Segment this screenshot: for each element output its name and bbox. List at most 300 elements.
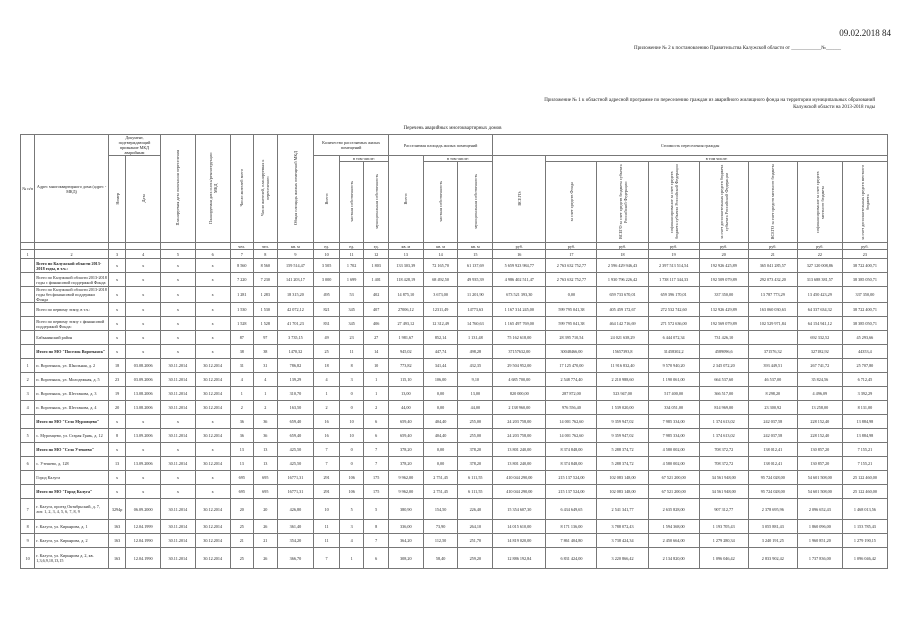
table-cell: 11 916 832,40 <box>597 359 648 373</box>
table-cell: 366 517,00 <box>699 387 748 401</box>
table-cell: 1 279 190,15 <box>842 534 887 548</box>
table-cell: 30.12.2014 <box>195 401 230 415</box>
table-cell: 1 860 096,00 <box>797 520 842 534</box>
col-rooms-group: Количество расселяемых жилых помещений <box>314 135 389 156</box>
table-cell: 6 111,55 <box>458 471 493 485</box>
table-cell: 25 707,80 <box>842 359 887 373</box>
table-cell: 23 <box>842 250 887 259</box>
table-cell: x <box>108 471 125 485</box>
table-cell: чел. <box>230 243 254 250</box>
table-cell: 95 724 028,00 <box>748 485 797 499</box>
table-cell: чел. <box>254 243 278 250</box>
houses-table <box>20 134 888 569</box>
table-cell: 21 <box>230 534 254 548</box>
table-cell: 67 521 200,00 <box>648 485 699 499</box>
table-cell: 1 153 785,43 <box>842 520 887 534</box>
table-cell: 366,70 <box>277 548 314 569</box>
table-cell: 159 514,47 <box>277 259 314 273</box>
table-cell: 192 509 079,89 <box>699 273 748 287</box>
table-cell: с. Муромцево, ул. Старая Грязь, д. 12 <box>35 429 109 443</box>
table-cell: 3 <box>339 373 364 387</box>
table-cell: 6 <box>364 429 389 443</box>
table-cell: 13 <box>108 457 125 471</box>
table-row <box>21 548 888 569</box>
table-cell: г. Калуга, ул. Кирьярова, д. 2 <box>35 534 109 548</box>
table-cell: 1 528 <box>230 317 254 331</box>
table-cell: Всего по Калужской области 2013-2018 годы, в т.ч.: <box>35 259 109 273</box>
table-cell: 3 <box>108 250 125 259</box>
table-cell: 498,28 <box>458 345 493 359</box>
table-cell: 2 751,45 <box>423 485 458 499</box>
table-row <box>21 273 888 287</box>
table-cell: 15657393,8 <box>597 345 648 359</box>
col-planned-relocation: Планируемая дата окончания переселения <box>161 135 196 243</box>
table-cell: 2 833 902,42 <box>748 548 797 569</box>
table-cell: 25 <box>230 548 254 569</box>
table-cell: 8 374 848,00 <box>546 457 597 471</box>
table-cell: 1470,32 <box>277 345 314 359</box>
table-cell: 695 <box>230 471 254 485</box>
table-cell: 464 142 716,69 <box>597 317 648 331</box>
table-cell: 432,35 <box>458 359 493 373</box>
table-cell: 18 <box>597 250 648 259</box>
table-cell: 87 <box>230 331 254 345</box>
table-cell: 731 426,10 <box>699 331 748 345</box>
table-cell: 407 <box>364 303 389 317</box>
table-cell: 44,00 <box>388 401 423 415</box>
table-cell: 786,82 <box>277 359 314 373</box>
table-cell: 2 <box>254 401 278 415</box>
table-cell: 12.04.1999 <box>126 520 161 534</box>
table-cell: 13 <box>388 250 423 259</box>
table-cell: 313 688 381,57 <box>797 273 842 287</box>
table-cell <box>21 303 35 317</box>
table-cell: 327 120 008,86 <box>797 259 842 273</box>
table-cell: 13 258,00 <box>797 401 842 415</box>
table-cell: 4 685 700,00 <box>493 373 546 387</box>
table-cell: 38 722 400,71 <box>842 259 887 273</box>
table-cell: 1 374 613,02 <box>699 429 748 443</box>
col-fund: за счет средств Фонда <box>546 162 597 243</box>
table-cell: 8 <box>21 520 35 534</box>
table-cell: 31 <box>230 359 254 373</box>
table-cell: x <box>108 317 125 331</box>
table-cell <box>21 471 35 485</box>
table-cell <box>126 243 161 250</box>
table-cell: 1 401 <box>364 273 389 287</box>
table-cell: ед. <box>339 243 364 250</box>
table-cell: 163 <box>108 548 125 569</box>
table-cell: 64 154 941,12 <box>797 317 842 331</box>
table-cell: 44353,4 <box>842 345 887 359</box>
table-cell: 163 <box>108 534 125 548</box>
table-cell: 6 <box>21 457 35 471</box>
table-cell: 175 <box>364 471 389 485</box>
table-cell: 821 <box>314 303 340 317</box>
table-cell: x <box>161 259 196 273</box>
table-cell: 17 <box>546 250 597 259</box>
table-cell: 192 569 079,89 <box>699 317 748 331</box>
table-cell: ед. <box>314 243 340 250</box>
table-cell: 11 <box>339 250 364 259</box>
table-cell: x <box>195 331 230 345</box>
table-cell: 11 201,90 <box>458 287 493 303</box>
table-cell: 30.12.2014 <box>195 373 230 387</box>
table-cell: 2 <box>314 401 340 415</box>
table-cell: 425,50 <box>277 457 314 471</box>
col-area-group: Расселяемая площадь жилых помещений <box>388 135 492 156</box>
table-cell <box>161 243 196 250</box>
table-cell: Всего по первому этапу с финансовой поддержкой Фонда: <box>35 317 109 331</box>
table-cell: 3 738 424,34 <box>597 534 648 548</box>
table-cell: 5 288 374,72 <box>597 457 648 471</box>
units-row <box>21 243 888 250</box>
col-doc-group: Документ, подтверждающий признание МКД аварийным <box>108 135 160 156</box>
table-cell: 154,50 <box>423 499 458 520</box>
table-cell: 1 190 061,00 <box>648 373 699 387</box>
table-cell: 820 000,00 <box>493 387 546 401</box>
table-cell: x <box>161 443 196 457</box>
table-cell: 9 570 940,20 <box>648 359 699 373</box>
table-cell: 405 459 172,67 <box>597 303 648 317</box>
table-row <box>21 345 888 359</box>
table-cell: x <box>161 303 196 317</box>
table-cell: 7 861 404,80 <box>546 534 597 548</box>
table-cell: 2 138 960,00 <box>493 401 546 415</box>
table-cell: 1 096 046,42 <box>842 548 887 569</box>
table-cell: 30.11.2014 <box>161 499 196 520</box>
table-cell: 133 303,39 <box>388 259 423 273</box>
table-cell: x <box>161 415 196 429</box>
table-cell: 8 298,20 <box>748 387 797 401</box>
table-cell: 9 962,00 <box>388 485 423 499</box>
table-cell: 2 450 664,00 <box>648 534 699 548</box>
table-cell: 447,74 <box>423 345 458 359</box>
table-cell: 2 548 774,40 <box>546 373 597 387</box>
table-cell: руб. <box>546 243 597 250</box>
table-cell: 30.12.2014 <box>195 457 230 471</box>
table-cell: 7 <box>314 443 340 457</box>
table-cell: 410 044 290,00 <box>493 485 546 499</box>
table-cell: Город Калуга <box>35 471 109 485</box>
table-cell: 337 350,00 <box>699 287 748 303</box>
table-cell: 12 312,49 <box>423 317 458 331</box>
table-cell: 97 <box>254 331 278 345</box>
table-cell: 8 171 136,00 <box>546 520 597 534</box>
table-cell: 10 <box>314 250 340 259</box>
table-cell: 1 131,48 <box>458 331 493 345</box>
table-cell: 14 015 610,00 <box>493 520 546 534</box>
table-row <box>21 429 888 443</box>
table-cell: 773,82 <box>388 359 423 373</box>
table-cell <box>21 443 35 457</box>
table-cell: 380,90 <box>388 499 423 520</box>
table-cell: 30.12.2014 <box>195 429 230 443</box>
table-cell: 30.12.2014 <box>195 359 230 373</box>
table-cell <box>21 243 35 250</box>
table-cell: 2 096 652,43 <box>797 499 842 520</box>
table-cell: 10 <box>364 359 389 373</box>
table-cell: 29 504 952,00 <box>493 359 546 373</box>
table-cell: 13 787 773,29 <box>748 287 797 303</box>
table-cell: руб. <box>597 243 648 250</box>
table-cell: 36 <box>230 415 254 429</box>
table-cell: 15 354 607,30 <box>493 499 546 520</box>
table-cell: 25 122 460,00 <box>842 485 887 499</box>
table-cell: 13 <box>230 443 254 457</box>
table-cell: 659,40 <box>388 429 423 443</box>
table-cell <box>21 273 35 287</box>
table-cell: 10 <box>21 548 35 569</box>
table-cell: 14 <box>364 345 389 359</box>
col-rooms-total: Всего: <box>314 156 340 243</box>
table-cell: 8 <box>254 250 278 259</box>
table-row <box>21 387 888 401</box>
table-cell: 7 <box>314 548 340 569</box>
table-cell: 4 580 002,00 <box>648 457 699 471</box>
table-cell: 402 <box>364 287 389 303</box>
table-cell: 138 012,41 <box>748 443 797 457</box>
table-cell: 68 492,50 <box>423 273 458 287</box>
table-cell: 30.11.2014 <box>161 429 196 443</box>
table-row <box>21 317 888 331</box>
table-cell: x <box>195 317 230 331</box>
table-cell: 30.12.2014 <box>195 499 230 520</box>
table-cell: 8 <box>108 429 125 443</box>
table-cell: 3 055 881,43 <box>748 520 797 534</box>
table-cell: x <box>195 345 230 359</box>
table-cell: 664 537,60 <box>699 373 748 387</box>
table-cell: 1 981,67 <box>388 331 423 345</box>
col-doc-number: Номер <box>108 156 125 243</box>
table-cell: 1 167 314 245,00 <box>493 303 546 317</box>
col-area-total: Всего: <box>388 156 423 243</box>
table-cell: 20 <box>108 401 125 415</box>
table-cell: 12 <box>364 250 389 259</box>
table-cell: 1 702 <box>339 259 364 273</box>
table-cell: 41 701,23 <box>277 317 314 331</box>
table-row <box>21 534 888 548</box>
table-cell: Итого по МО "Город Калуга" <box>35 485 109 499</box>
col-extra-mun: за счет дополнительных средств местного бюджета <box>842 162 887 243</box>
table-cell: 30.12.2014 <box>195 534 230 548</box>
document-date: 09.02.2018 84 <box>839 28 891 38</box>
table-row <box>21 303 888 317</box>
table-cell: 215 137 524,00 <box>546 471 597 485</box>
table-cell: 16 <box>493 250 546 259</box>
table-cell: x <box>126 345 161 359</box>
table-cell: 354,20 <box>277 534 314 548</box>
table-cell: 30.11.2014 <box>161 387 196 401</box>
table-cell: 251,70 <box>458 534 493 548</box>
table-cell: 7 230 <box>254 273 278 287</box>
table-cell: 06.09.2000 <box>126 499 161 520</box>
table-cell: 30.11.2014 <box>161 520 196 534</box>
table-cell: x <box>108 287 125 303</box>
table-cell: 255,00 <box>458 415 493 429</box>
table-cell: 4 <box>126 250 161 259</box>
table-cell: 5 288 374,72 <box>597 443 648 457</box>
table-cell: 1 374 613,02 <box>699 415 748 429</box>
table-row <box>21 499 888 520</box>
table-cell: 7 <box>314 457 340 471</box>
table-cell: 19 <box>108 387 125 401</box>
table-cell: 1 738 117 344,33 <box>648 273 699 287</box>
col-area-private: частная собственность <box>423 162 458 243</box>
table-row <box>21 287 888 303</box>
table-cell: 5 659 923 984,77 <box>493 259 546 273</box>
table-cell: 23 <box>108 373 125 387</box>
table-cell: Всего по первому этапу, в т.ч.: <box>35 303 109 317</box>
table-cell: 7 <box>230 250 254 259</box>
table-cell: 25 <box>314 345 340 359</box>
table-cell: 2 <box>21 373 35 387</box>
table-cell: 130 857,20 <box>797 457 842 471</box>
table-cell: 659,40 <box>277 429 314 443</box>
table-cell: 27006,12 <box>388 303 423 317</box>
table-cell: 13 <box>254 443 278 457</box>
table-cell: 1 096 046,42 <box>699 548 748 569</box>
table-cell: 3 673,00 <box>423 287 458 303</box>
table-cell: п. Воротынск, ул. Шестакова, д. 3 <box>35 387 109 401</box>
table-cell: 4 496,09 <box>797 387 842 401</box>
table-cell: 341,44 <box>423 359 458 373</box>
table-caption: Перечень аварийных многоквартирных домов <box>403 126 502 131</box>
table-cell: кв. м <box>277 243 314 250</box>
table-cell: 30.11.2014 <box>161 401 196 415</box>
table-cell: 4 <box>254 373 278 387</box>
table-cell: 4 986 402 511,47 <box>493 273 546 287</box>
table-cell: 102 529 971,84 <box>748 317 797 331</box>
table-cell: x <box>108 345 125 359</box>
appendix-1-note-line2: Калужской области на 2013-2018 годы <box>793 105 875 110</box>
table-cell: 24 203 758,00 <box>493 429 546 443</box>
table-cell: 31 <box>254 359 278 373</box>
table-cell: 2 763 632 752,77 <box>546 259 597 273</box>
table-cell: 327182,92 <box>797 345 842 359</box>
table-cell: 20 <box>230 499 254 520</box>
table-cell <box>21 345 35 359</box>
table-row <box>21 443 888 457</box>
table-cell: 46 537,00 <box>748 373 797 387</box>
table-cell: с. Утешево, д. 128 <box>35 457 109 471</box>
table-cell: 3 505 <box>314 259 340 273</box>
col-no: № п/п <box>21 135 35 243</box>
col-area-municipal: муниципальная собственность <box>458 162 493 243</box>
table-cell: 371576,32 <box>748 345 797 359</box>
table-cell: 945,02 <box>388 345 423 359</box>
table-row <box>21 457 888 471</box>
table-cell: x <box>126 415 161 429</box>
table-cell: 0 <box>339 401 364 415</box>
table-cell: 112,50 <box>423 534 458 548</box>
table-cell: 21 <box>254 534 278 548</box>
table-cell: 18 <box>108 359 125 373</box>
table-cell: 6 <box>195 250 230 259</box>
table-cell: 336,00 <box>388 520 423 534</box>
table-cell: 24 021 638,29 <box>597 331 648 345</box>
table-cell: 38 385 050,71 <box>842 273 887 287</box>
table-cell: 12311,49 <box>423 303 458 317</box>
table-cell: 37157632,00 <box>493 345 546 359</box>
table-cell: руб. <box>648 243 699 250</box>
table-cell: 14 819 020,00 <box>493 534 546 548</box>
table-cell: 30.11.2014 <box>161 457 196 471</box>
table-cell: 242 037,58 <box>748 415 797 429</box>
table-cell: Итого по МО "Поселок Воротынск" <box>35 345 109 359</box>
table-cell: 26 <box>254 548 278 569</box>
table-cell: 03.08.2006 <box>126 359 161 373</box>
table-cell: кв. м <box>388 243 423 250</box>
table-cell: 30.11.2014 <box>161 359 196 373</box>
table-cell: 1 803 <box>364 259 389 273</box>
table-row <box>21 415 888 429</box>
table-cell: x <box>195 287 230 303</box>
table-row <box>21 485 888 499</box>
table-cell <box>21 259 35 273</box>
table-cell: x <box>126 443 161 457</box>
table-cell <box>21 317 35 331</box>
table-cell: г. Калуга, ул. Кирьярова, д. 1 <box>35 520 109 534</box>
table-cell: 6 <box>364 415 389 429</box>
table-cell: 2 <box>364 401 389 415</box>
table-cell: x <box>126 471 161 485</box>
table-cell: 34 561 948,00 <box>699 485 748 499</box>
table-cell: 8 560 <box>230 259 254 273</box>
table-cell: 2 397 513 514,54 <box>648 259 699 273</box>
table-cell: 659,40 <box>277 415 314 429</box>
table-cell: 13,00 <box>458 387 493 401</box>
table-cell: 291 <box>314 485 340 499</box>
table-cell: 1 528 <box>254 317 278 331</box>
table-cell: x <box>108 415 125 429</box>
col-rooms-private: частная собственность <box>339 162 364 243</box>
col-address: Адрес многоквартирного дома (адрес - МКД) <box>35 135 109 243</box>
table-cell: x <box>161 471 196 485</box>
table-cell: Всего по Калужской области 2013-2018 годы без финансовой поддержки Фонда <box>36 287 107 302</box>
table-cell: 228 152,40 <box>797 415 842 429</box>
table-cell: 7 <box>364 443 389 457</box>
table-cell <box>195 243 230 250</box>
table-cell: 8 <box>339 359 364 373</box>
table-cell: 2 378 695,96 <box>748 499 797 520</box>
table-cell: 10 <box>339 429 364 443</box>
table-cell: 378,20 <box>388 457 423 471</box>
table-cell: 365 041 285,57 <box>748 259 797 273</box>
table-cell: Всего по Калужской области 2013-2018 годы с финансовой поддержкой Фонда <box>36 274 107 285</box>
table-cell: 361,40 <box>277 520 314 534</box>
table-cell: 106 <box>339 471 364 485</box>
table-cell: 708 372,72 <box>699 457 748 471</box>
table-cell: 132 926 429,89 <box>699 303 748 317</box>
table-cell: 13 884,98 <box>842 429 887 443</box>
table-cell: 13 884,98 <box>842 415 887 429</box>
table-cell: 10 <box>314 499 340 520</box>
table-cell: 1 <box>364 387 389 401</box>
table-cell: 10 <box>339 415 364 429</box>
table-cell: 8 131,00 <box>842 401 887 415</box>
table-cell: 1 539 020,00 <box>597 401 648 415</box>
table-cell: 3 392,29 <box>842 387 887 401</box>
table-cell: 0 <box>339 457 364 471</box>
table-cell: 38 385 050,71 <box>842 317 887 331</box>
table-cell: 14 <box>423 250 458 259</box>
table-cell: 659,40 <box>388 415 423 429</box>
table-cell: 1 165 497 769,00 <box>493 317 546 331</box>
table-cell: п. Воротынск, ул. Шестакова, д. 4 <box>35 401 109 415</box>
table-cell: 2 763 632 752,77 <box>546 273 597 287</box>
table-cell: 102 083 148,00 <box>597 485 648 499</box>
